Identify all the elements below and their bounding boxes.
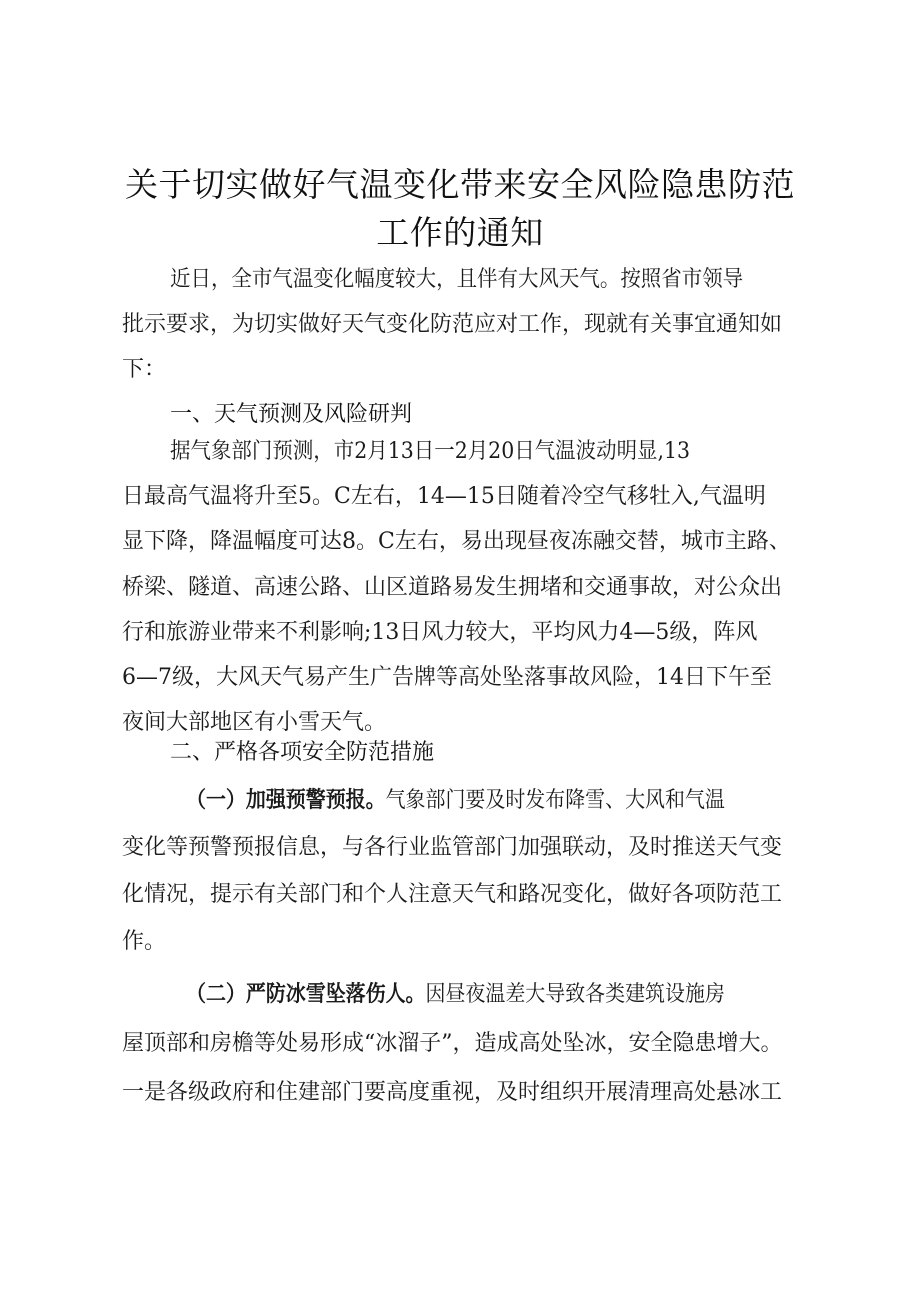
item-1-first-line-text: 气象部门要及时发布降雪、大风和气温 [385,788,725,813]
section-1-heading: 一、天气预测及风险研判 [170,402,413,427]
item-2-first-line [186,980,812,1010]
section-1-line: 日最高气温将升至5。C左右，14—15日随着冷空气移牡入,气温明 [122,484,766,509]
document-title-line-1: 关于切实做好气温变化带来安全风险隐患防范 [125,165,795,204]
intro-line: 批示要求，为切实做好天气变化防范应对工作，现就有关事宜通知如 [122,312,783,337]
document-title-line-2: 工作的通知 [376,213,544,252]
section-1-line: 据气象部门预测，市2月13日一2月20日气温波动明显,13 [170,439,691,464]
item-2-first-line-text: 因昼夜温差大导致各类建筑设施房 [425,982,725,1007]
item-1-line: 化情况，提示有关部门和个人注意天气和路况变化，做好各项防范工 [122,882,783,907]
section-1-line: 夜间大部地区有小雪天气。 [122,710,387,735]
section-1-line: 桥梁、隧道、高速公路、山区道路易发生拥堵和交通事故，对公众出 [122,575,783,600]
section-2-heading: 二、严格各项安全防范措施 [170,740,435,765]
intro-line: 近日，全市气温变化幅度较大，且伴有大风天气。按照省市领导 [170,267,744,292]
item-2-line: 屋顶部和房檐等处易形成“冰溜子”，造成高处坠冰，安全隐患增大。 [122,1031,783,1056]
item-1-first-line [186,786,812,816]
item-2-line: 一是各级政府和住建部门要高度重视，及时组织开展清理高处悬冰工 [122,1080,783,1105]
section-1-line: 显下降，降温幅度可达8。C左右，易出现昼夜冻融交替，城市主路、 [122,529,791,554]
section-1-line: 行和旅游业带来不利影响;13日风力较大，平均风力4—5级，阵风 [122,620,758,645]
section-1-line: 6—7级，大风天气易产生广告牌等高处坠落事故风险，14日下午至 [122,665,772,690]
intro-line: 下： [122,357,167,382]
item-1-line: 变化等预警预报信息，与各行业监管部门加强联动，及时推送天气变 [122,835,783,860]
item-1-line: 作。 [122,929,167,954]
item-1-title: （一）加强预警预报。 [186,788,386,813]
item-2-title: （二）严防冰雪坠落伤人。 [186,982,426,1007]
